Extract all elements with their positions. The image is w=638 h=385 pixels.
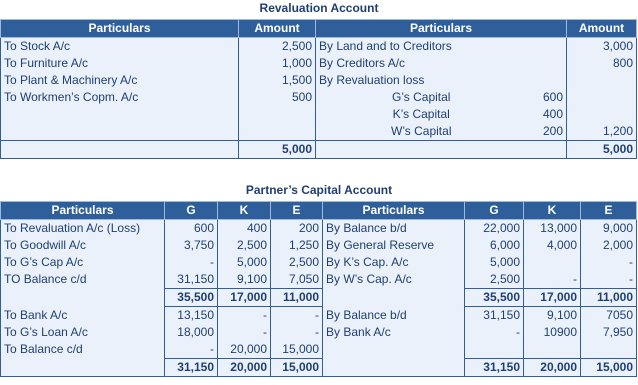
subtotal-spacer-credit <box>323 289 465 307</box>
debit-g: 13,150 <box>165 307 218 325</box>
debit-particular: To Furniture A/c <box>1 55 239 72</box>
table-row <box>1 72 637 89</box>
grand-credit-k: 20,000 <box>524 359 581 377</box>
credit-e <box>581 341 637 359</box>
credit-e: 7050 <box>581 307 637 325</box>
debit-total: 5,000 <box>239 141 316 159</box>
cap-header-g-debit: G <box>165 202 218 220</box>
table-row <box>1 55 637 72</box>
cap-header-g-credit: G <box>465 202 524 220</box>
debit-amount <box>239 106 316 123</box>
debit-g: 18,000 <box>165 324 218 341</box>
debit-k: 2,500 <box>218 237 271 254</box>
debit-k: 5,000 <box>218 254 271 271</box>
debit-particular: TO Balance c/d <box>1 271 165 289</box>
credit-g: 22,000 <box>465 220 524 238</box>
table-row <box>1 307 637 325</box>
capital-subtotal-row <box>1 289 637 307</box>
credit-k: 13,000 <box>524 220 581 238</box>
debit-g: - <box>165 341 218 359</box>
credit-particular: By Balance b/d <box>323 220 465 238</box>
subtotal-credit-k: 17,000 <box>524 289 581 307</box>
table-row <box>1 220 637 238</box>
debit-particular: To Workmen’s Copm. A/c <box>1 89 239 106</box>
debit-amount: 1,000 <box>239 55 316 72</box>
credit-particular: By K’s Cap. A/c <box>323 254 465 271</box>
cap-header-k-debit: K <box>218 202 271 220</box>
revaluation-header-row <box>1 20 637 38</box>
credit-k: 4,000 <box>524 237 581 254</box>
debit-particular: To G’s Cap A/c <box>1 254 165 271</box>
table-row <box>1 254 637 271</box>
cap-header-e-credit: E <box>581 202 637 220</box>
subtotal-credit-e: 11,000 <box>581 289 637 307</box>
credit-particular: W’s Capital <box>316 123 527 141</box>
table-row <box>1 38 637 56</box>
debit-k: 20,000 <box>218 341 271 359</box>
credit-g: 31,150 <box>465 307 524 325</box>
table-row <box>1 237 637 254</box>
credit-k <box>524 254 581 271</box>
debit-total-spacer <box>1 141 239 159</box>
debit-particular: To Bank A/c <box>1 307 165 325</box>
revaluation-title: Revaluation Account <box>259 1 379 15</box>
revaluation-account-table <box>0 19 637 159</box>
credit-amount: 1,200 <box>567 123 637 141</box>
credit-amount <box>567 72 637 89</box>
credit-particular: By Revaluation loss <box>316 72 527 89</box>
credit-sub-amount <box>527 38 567 56</box>
debit-e: - <box>271 307 323 325</box>
rev-header-particulars-debit: Particulars <box>1 20 239 38</box>
credit-sub-amount: 400 <box>527 106 567 123</box>
debit-k: 9,100 <box>218 271 271 289</box>
capital-title: Partner’s Capital Account <box>245 183 393 197</box>
credit-k <box>524 341 581 359</box>
credit-particular: By Balance b/d <box>323 307 465 325</box>
credit-sub-amount <box>527 55 567 72</box>
rev-header-particulars-credit: Particulars <box>316 20 567 38</box>
rev-header-amount-credit: Amount <box>567 20 637 38</box>
credit-particular <box>323 341 465 359</box>
rev-header-amount-debit: Amount <box>239 20 316 38</box>
debit-particular: To Plant & Machinery A/c <box>1 72 239 89</box>
debit-e: 200 <box>271 220 323 238</box>
subtotal-debit-e: 11,000 <box>271 289 323 307</box>
debit-k: - <box>218 307 271 325</box>
credit-amount: 3,000 <box>567 38 637 56</box>
credit-e: 7,950 <box>581 324 637 341</box>
credit-total: 5,000 <box>567 141 637 159</box>
credit-particular: By Creditors A/c <box>316 55 527 72</box>
debit-particular: To Balance c/d <box>1 341 165 359</box>
credit-particular: G’s Capital <box>316 89 527 106</box>
credit-total-spacer-2 <box>527 141 567 159</box>
debit-particular <box>1 106 239 123</box>
capital-grand-total-row <box>1 359 637 377</box>
table-row <box>1 324 637 341</box>
credit-k: - <box>524 271 581 289</box>
grand-spacer-credit <box>323 359 465 377</box>
cap-header-k-credit: K <box>524 202 581 220</box>
grand-spacer-debit <box>1 359 165 377</box>
debit-e: 2,500 <box>271 254 323 271</box>
cap-header-e-debit: E <box>271 202 323 220</box>
credit-amount: 800 <box>567 55 637 72</box>
credit-e: 2,000 <box>581 237 637 254</box>
debit-k: 400 <box>218 220 271 238</box>
debit-particular: To Goodwill A/c <box>1 237 165 254</box>
table-row <box>1 271 637 289</box>
credit-e: 9,000 <box>581 220 637 238</box>
grand-debit-e: 15,000 <box>271 359 323 377</box>
debit-amount: 1,500 <box>239 72 316 89</box>
credit-g <box>465 341 524 359</box>
credit-sub-amount: 600 <box>527 89 567 106</box>
cap-header-particulars-credit: Particulars <box>323 202 465 220</box>
subtotal-debit-g: 35,500 <box>165 289 218 307</box>
credit-particular: By Bank A/c <box>323 324 465 341</box>
credit-total-spacer <box>316 141 527 159</box>
credit-particular: By W’s Cap. A/c <box>323 271 465 289</box>
subtotal-debit-k: 17,000 <box>218 289 271 307</box>
debit-particular <box>1 123 239 141</box>
subtotal-spacer-debit <box>1 289 165 307</box>
debit-particular: To Revaluation A/c (Loss) <box>1 220 165 238</box>
credit-particular: By General Reserve <box>323 237 465 254</box>
debit-g: 31,150 <box>165 271 218 289</box>
credit-particular: K’s Capital <box>316 106 527 123</box>
credit-g: 2,500 <box>465 271 524 289</box>
capital-header-row <box>1 202 637 220</box>
table-row <box>1 123 637 141</box>
debit-particular: To G’s Loan A/c <box>1 324 165 341</box>
debit-amount <box>239 123 316 141</box>
grand-debit-k: 20,000 <box>218 359 271 377</box>
debit-e: - <box>271 324 323 341</box>
credit-g: 5,000 <box>465 254 524 271</box>
credit-k: 9,100 <box>524 307 581 325</box>
credit-sub-amount <box>527 72 567 89</box>
credit-amount <box>567 106 637 123</box>
debit-g: 600 <box>165 220 218 238</box>
debit-g: 3,750 <box>165 237 218 254</box>
credit-amount <box>567 89 637 106</box>
debit-e: 15,000 <box>271 341 323 359</box>
debit-e: 1,250 <box>271 237 323 254</box>
credit-e: - <box>581 254 637 271</box>
credit-g: 6,000 <box>465 237 524 254</box>
grand-debit-g: 31,150 <box>165 359 218 377</box>
credit-k: 10900 <box>524 324 581 341</box>
grand-credit-e: 15,000 <box>581 359 637 377</box>
table-row <box>1 106 637 123</box>
debit-e: 7,050 <box>271 271 323 289</box>
debit-g: - <box>165 254 218 271</box>
credit-g: - <box>465 324 524 341</box>
cap-header-particulars-debit: Particulars <box>1 202 165 220</box>
debit-amount: 2,500 <box>239 38 316 56</box>
credit-sub-amount: 200 <box>527 123 567 141</box>
debit-amount: 500 <box>239 89 316 106</box>
grand-credit-g: 31,150 <box>465 359 524 377</box>
capital-account-table <box>0 201 637 377</box>
table-row <box>1 89 637 106</box>
revaluation-total-row <box>1 141 637 159</box>
debit-particular: To Stock A/c <box>1 38 239 56</box>
subtotal-credit-g: 35,500 <box>465 289 524 307</box>
table-row <box>1 341 637 359</box>
credit-e: - <box>581 271 637 289</box>
debit-k: - <box>218 324 271 341</box>
credit-particular: By Land and to Creditors <box>316 38 527 56</box>
